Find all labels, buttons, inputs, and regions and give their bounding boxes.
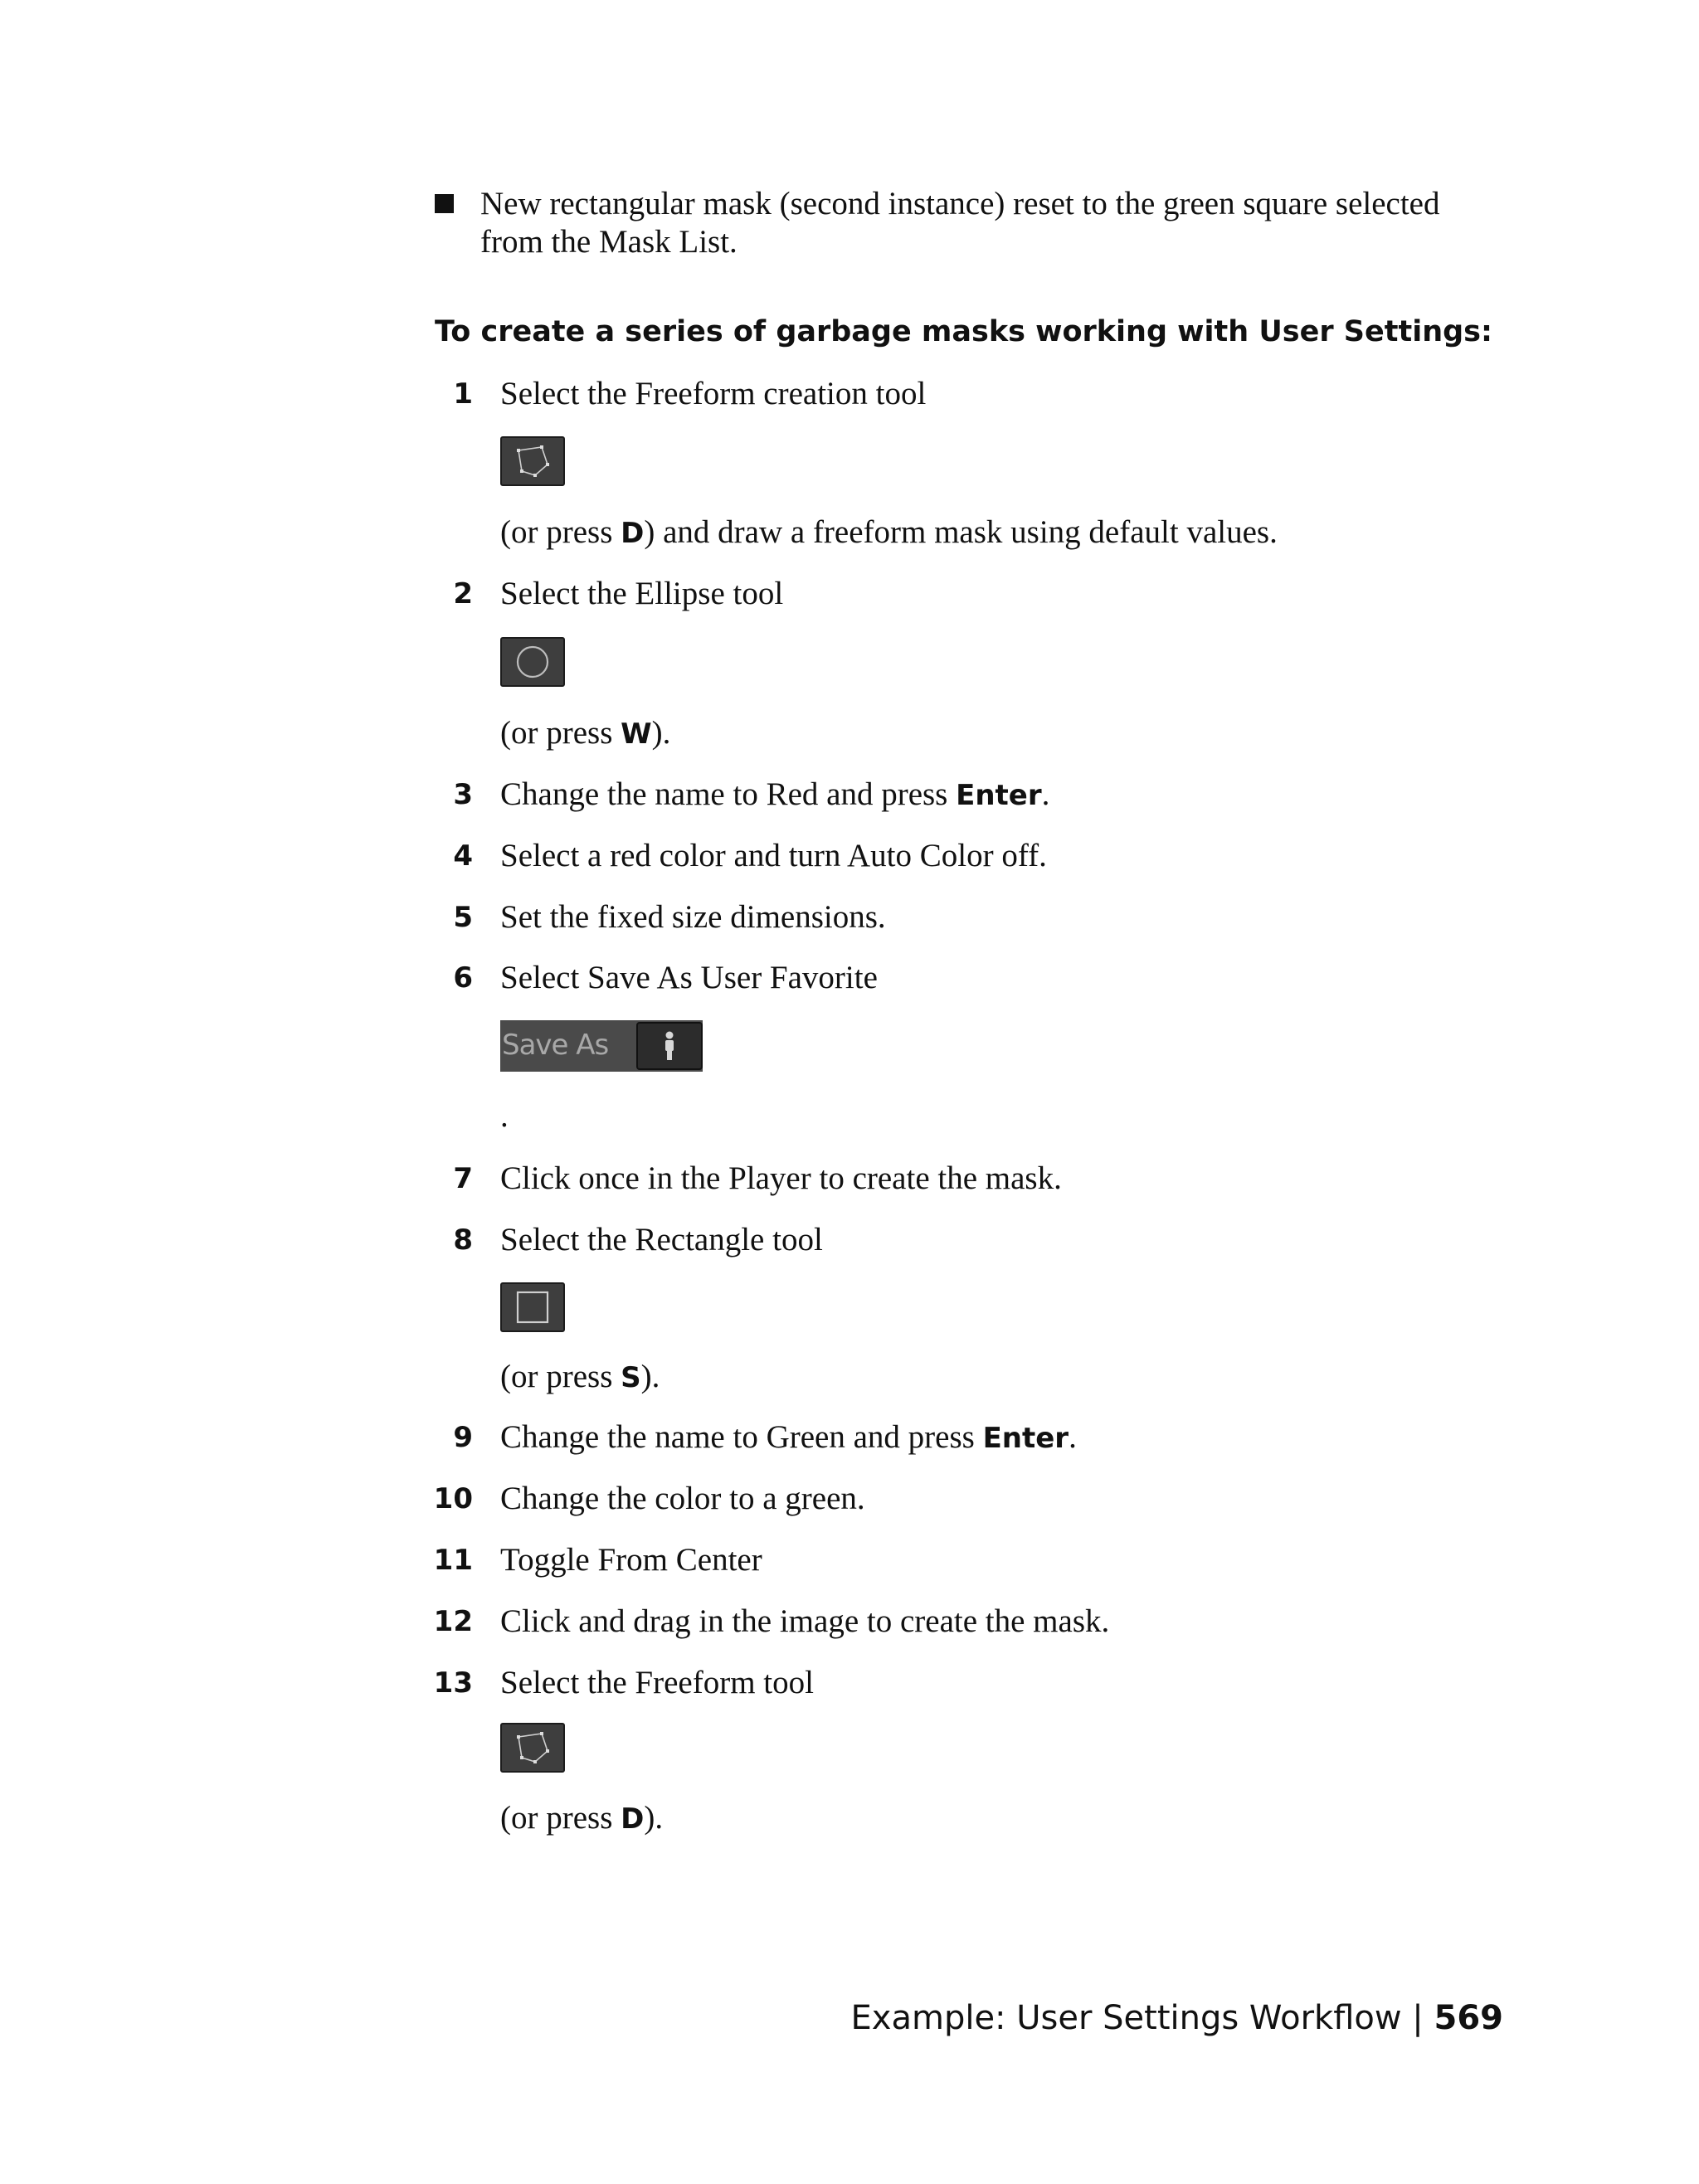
rectangle-tool-icon — [502, 1284, 563, 1330]
step-number: 2 — [453, 577, 473, 610]
shortcut-key: D — [621, 1802, 645, 1836]
step-text: Select the Rectangle tool — [500, 1222, 823, 1257]
note-text: ) and draw a freeform mask using default values. — [644, 514, 1278, 550]
step-text-end: . — [1069, 1419, 1077, 1455]
page-footer — [851, 1995, 1503, 2041]
step-number: 10 — [433, 1482, 473, 1515]
step-number: 12 — [433, 1605, 473, 1638]
step-number: 4 — [453, 839, 473, 873]
step-text: Change the color to a green. — [500, 1481, 865, 1516]
footer-separator: | — [1412, 1999, 1424, 2037]
footer-section-title: Example: User Settings Workflow — [850, 1999, 1402, 2037]
step-text-main: Change the name to Red and press — [500, 776, 957, 812]
step-number: 6 — [453, 961, 473, 995]
step-text-main: Change the name to Green and press — [500, 1419, 983, 1455]
shortcut-key: Enter — [956, 779, 1042, 812]
rectangle-tool-button[interactable] — [500, 1282, 565, 1332]
freeform-tool-icon — [502, 438, 563, 484]
step-number: 3 — [453, 778, 473, 811]
save-as-user-favorite-button[interactable] — [636, 1022, 703, 1070]
step-text: Select the Freeform tool — [500, 1665, 814, 1700]
shortcut-key: D — [621, 517, 645, 550]
save-as-control — [500, 1020, 703, 1072]
step-1-note — [500, 513, 1278, 553]
step-text: Click once in the Player to create the mask. — [500, 1160, 1062, 1196]
step-number: 5 — [453, 901, 473, 934]
freeform-tool-icon — [502, 1724, 563, 1771]
procedure-heading: To create a series of garbage masks working with User Settings: — [435, 315, 1492, 348]
step-text — [500, 1418, 1077, 1458]
note-text: ). — [651, 715, 671, 751]
step-text: Set the fixed size dimensions. — [500, 899, 886, 935]
ellipse-tool-button[interactable] — [500, 637, 565, 687]
step-number: 11 — [433, 1544, 473, 1577]
step-text-end: . — [1041, 776, 1050, 812]
step-text: Click and drag in the image to create the mask. — [500, 1603, 1110, 1639]
step-number: 1 — [453, 377, 473, 411]
bullet-text-line-1: New rectangular mask (second instance) reset to the green square selected — [480, 186, 1440, 221]
shortcut-key: Enter — [982, 1422, 1069, 1455]
page-number: 569 — [1434, 1999, 1503, 2037]
step-6-note: . — [500, 1098, 509, 1134]
step-number: 8 — [453, 1223, 473, 1257]
note-text: (or press — [500, 1800, 621, 1836]
save-as-label: Save As — [502, 1029, 609, 1062]
note-text: (or press — [500, 1359, 621, 1394]
bullet-marker — [435, 194, 454, 213]
step-text: Select a red color and turn Auto Color off. — [500, 838, 1047, 873]
freeform-tool-button[interactable] — [500, 436, 565, 486]
shortcut-key: S — [621, 1361, 641, 1394]
note-text: (or press — [500, 514, 621, 550]
step-text: Toggle From Center — [500, 1542, 762, 1578]
ellipse-tool-icon — [502, 639, 563, 685]
step-number: 9 — [453, 1421, 473, 1454]
step-text — [500, 775, 1049, 815]
step-text: Select the Freeform creation tool — [500, 376, 927, 411]
step-8-note — [500, 1357, 660, 1398]
note-text: (or press — [500, 715, 621, 751]
step-2-note — [500, 713, 670, 754]
step-13-note — [500, 1798, 663, 1839]
bullet-text-line-2: from the Mask List. — [480, 224, 738, 260]
step-text: Select Save As User Favorite — [500, 960, 878, 995]
shortcut-key: W — [621, 717, 652, 751]
note-text: ). — [640, 1359, 660, 1394]
step-number: 7 — [453, 1162, 473, 1195]
step-text: Select the Ellipse tool — [500, 576, 784, 611]
user-favorite-icon — [638, 1024, 701, 1068]
note-text: ). — [644, 1800, 664, 1836]
step-number: 13 — [433, 1666, 473, 1700]
freeform-tool-button[interactable] — [500, 1723, 565, 1773]
